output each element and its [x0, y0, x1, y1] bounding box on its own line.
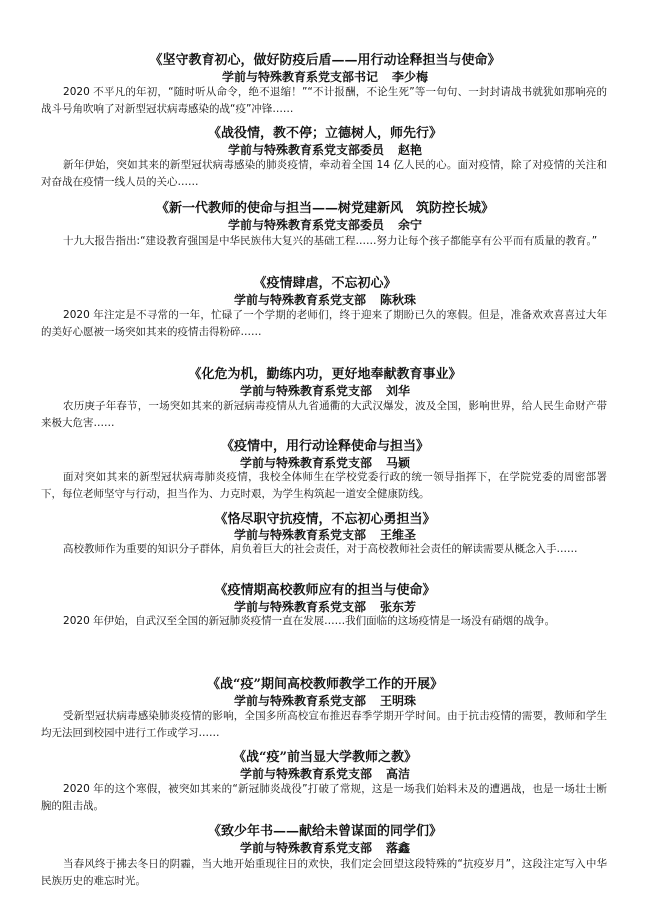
article-9-author: 王明珠: [380, 694, 417, 708]
article-8-title: 《疫情期高校教师应有的担当与使命》: [214, 583, 436, 598]
article-5-excerpt: 农历庚子年春节，一场突如其来的新冠病毒疫情从九省通衢的大武汉爆发，波及全国，影响世界，给人民生命财产带来极大危害……: [41, 400, 607, 429]
article-3-excerpt: 十九大报告指出:“建设教育强国是中华民族伟大复兴的基础工程……努力让每个孩子都能享有公平而有质量的教育。”: [63, 235, 598, 247]
article-1-title: 《坚守教育初心，做好防疫后盾——用行动诠释担当与使命》: [149, 53, 501, 68]
article-11-byline: [0, 840, 650, 856]
article-6-unit: 学前与特殊教育系党支部: [239, 456, 372, 470]
article-1-excerpt: 2020 不平凡的年初，“随时听从命令，绝不退缩！”“不计报酬，不论生死”等一句句、一封封请战书就犹如那响亮的战斗号角吹响了对新型冠状病毒感染的战“疫”冲锋……: [41, 86, 607, 115]
article-4-title: 《疫情肆虐，不忘初心》: [253, 276, 397, 291]
article-7-unit: 学前与特殊教育系党支部: [233, 528, 366, 542]
article-3-title: 《新一代教师的使命与担当——树党建新风 筑防控长城》: [155, 201, 494, 216]
article-11-unit: 学前与特殊教育系党支部: [239, 841, 372, 855]
article-9-excerpt: 受新型冠状病毒感染肺炎疫情的影响，全国多所高校宣布推迟春季学期开学时间。由于抗击疫情的需要，教师和学生均无法回到校园中进行工作或学习……: [41, 710, 607, 739]
article-4-byline: [0, 292, 650, 308]
article-10-author: 高洁: [386, 767, 411, 781]
article-7-title: 《恪尽职守抗疫情，不忘初心勇担当》: [214, 512, 436, 527]
article-6-title: 《疫情中，用行动诠释使命与担当》: [220, 439, 429, 454]
article-3-byline: [0, 217, 650, 233]
article-4-excerpt: 2020 年注定是不寻常的一年，忙碌了一个学期的老师们，终于迎来了期盼已久的寒假。但是，准备欢欢喜喜过大年的美好心愿被一场突如其来的疫情击得粉碎……: [41, 309, 607, 338]
article-9-byline: [0, 693, 650, 709]
article-2-byline: [0, 142, 650, 158]
article-5-author: 刘华: [386, 384, 411, 398]
article-5-title: 《化危为机，勤练内功，更好地奉献教育事业》: [188, 367, 462, 382]
article-11-excerpt: 当春风终于拂去冬日的阴霾，当大地开始重现往日的欢快，我们定会回望这段特殊的“抗疫岁月”，这段注定写入中华民族历史的难忘时光。: [41, 858, 607, 887]
article-1-byline: [0, 69, 650, 85]
article-10-title: 《战“疫”前当显大学教师之教》: [233, 750, 417, 765]
article-2-excerpt: 新年伊始，突如其来的新型冠状病毒感染的肺炎疫情，牵动着全国 14 亿人民的心。面对疫情，除了对疫情的关注和对奋战在疫情一线人员的关心……: [41, 159, 607, 188]
article-2-unit: 学前与特殊教育系党支部委员: [227, 143, 384, 157]
article-3-unit: 学前与特殊教育系党支部委员: [227, 218, 384, 232]
article-11-author: 落鑫: [386, 841, 411, 855]
article-4-unit: 学前与特殊教育系党支部: [233, 293, 366, 307]
article-2-title: 《战役情，教不停；立德树人，师先行》: [207, 126, 442, 141]
article-10-unit: 学前与特殊教育系党支部: [239, 767, 372, 781]
article-1-unit: 学前与特殊教育系党支部书记: [221, 70, 378, 84]
article-4-author: 陈秋珠: [380, 293, 417, 307]
article-5-byline: [0, 383, 650, 399]
article-6-excerpt: 面对突如其来的新型冠状病毒肺炎疫情，我校全体师生在学校党委行政的统一领导指挥下，在学院党委的周密部署下，每位老师坚守与行动，担当作为、力克时艰，为学生构筑起一道安全健康防线。: [41, 471, 607, 500]
article-6-author: 马颖: [386, 456, 411, 470]
article-8-unit: 学前与特殊教育系党支部: [233, 600, 366, 614]
article-3-author: 余宁: [398, 218, 423, 232]
article-10-byline: [0, 766, 650, 782]
article-9-unit: 学前与特殊教育系党支部: [233, 694, 366, 708]
article-8-excerpt: 2020 年伊始，自武汉至全国的新冠肺炎疫情一直在发展……我们面临的这场疫情是一场没有硝烟的战争。: [63, 615, 556, 627]
article-2-author: 赵艳: [398, 143, 423, 157]
article-5-unit: 学前与特殊教育系党支部: [239, 384, 372, 398]
article-7-excerpt: 高校教师作为重要的知识分子群体，肩负着巨大的社会责任，对于高校教师社会责任的解读需要从概念入手……: [63, 543, 578, 555]
article-11-title: 《致少年书——献给未曾谋面的同学们》: [207, 824, 442, 839]
article-8-author: 张东芳: [380, 600, 417, 614]
article-9-title: 《战“疫”期间高校教师教学工作的开展》: [207, 677, 443, 692]
article-10-excerpt: 2020 年的这个寒假，被突如其来的“新冠肺炎战役”打破了常规，这是一场我们始料未及的遭遇战，也是一场壮士断腕的阻击战。: [41, 783, 607, 812]
article-1-author: 李少梅: [392, 70, 429, 84]
article-7-author: 王维圣: [380, 528, 417, 542]
